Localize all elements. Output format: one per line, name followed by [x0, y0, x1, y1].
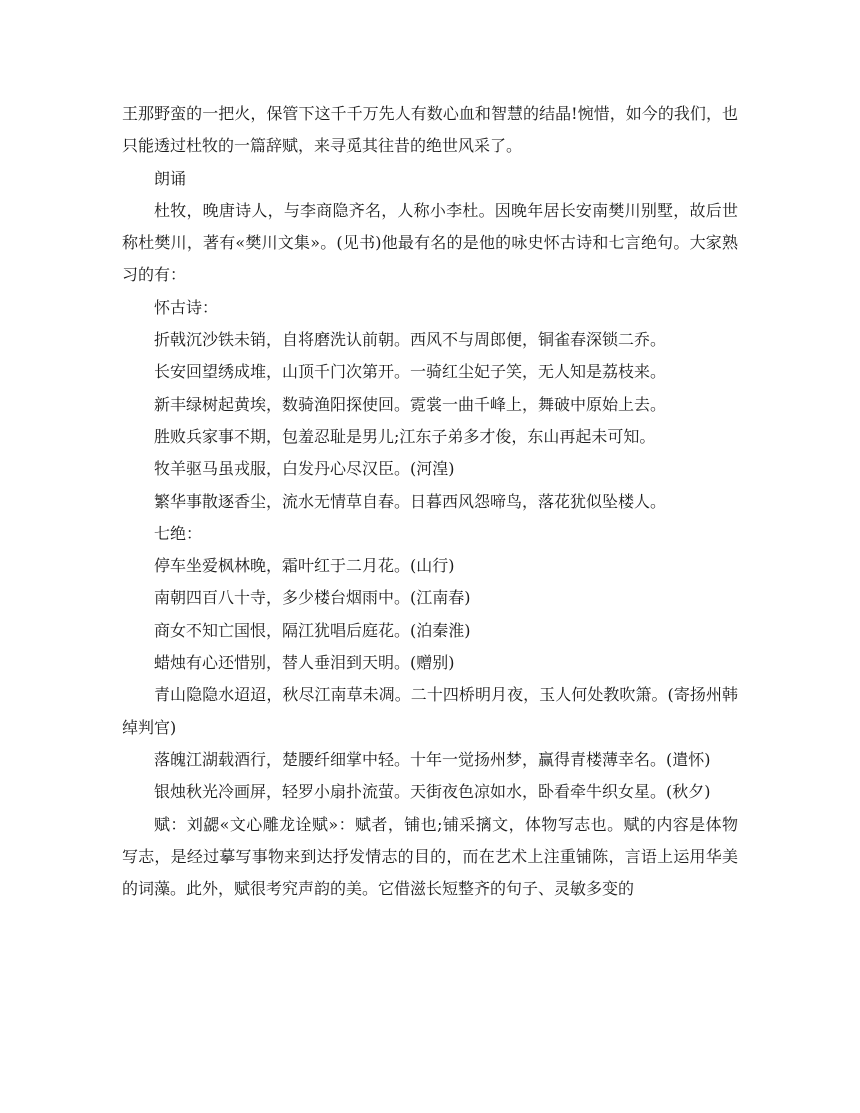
document-page — [122, 98, 738, 905]
heading-huaigu-poems: 怀古诗： — [154, 297, 219, 317]
poem-line: 落魄江湖载酒行，楚腰纤细掌中轻。十年一觉扬州梦，赢得青楼薄幸名。(遣怀) — [154, 749, 711, 769]
poem-line: 牧羊驱马虽戎服，白发丹心尽汉臣。(河湟) — [154, 459, 455, 479]
poem-line: 胜败兵家事不期，包羞忍耻是男儿;江东子弟多才俊，东山再起未可知。 — [154, 426, 656, 446]
poem-line: 新丰绿树起黄埃，数骑渔阳探使回。霓裳一曲千峰上，舞破中原始上去。 — [154, 394, 667, 414]
paragraph-continuation: 王那野蛮的一把火，保管下这千千万先人有数心血和智慧的结晶!惋惜，如今的我们，也只能透过杜牧的一篇辞赋，来寻觅其往昔的绝世风采了。 — [122, 104, 738, 156]
poem-line: 折戟沉沙铁未销，自将磨洗认前朝。西风不与周郎便，铜雀春深锁二乔。 — [154, 330, 667, 350]
poem-line: 南朝四百八十寺，多少楼台烟雨中。(江南春) — [154, 588, 471, 608]
poem-line: 长安回望绣成堆，山顶千门次第开。一骑红尘妃子笑，无人知是荔枝来。 — [154, 362, 667, 382]
poem-line: 银烛秋光冷画屏，轻罗小扇扑流萤。天街夜色凉如水，卧看牵牛织女星。(秋夕) — [154, 782, 711, 802]
paragraph-fu-definition: 赋：刘勰«文心雕龙诠赋»：赋者，铺也;铺采摛文，体物写志也。赋的内容是体物写志，是经过摹写事物来到达抒发情志的目的，而在艺术上注重铺陈，言语上运用华美的词藻。此外，赋很考究声韵的美。它借滋长短整齐的句子、灵敏多变的 — [122, 814, 738, 899]
heading-recitation: 朗诵 — [154, 168, 187, 188]
poem-line: 蜡烛有心还惜别，替人垂泪到天明。(赠别) — [154, 653, 455, 673]
poem-line: 商女不知亡国恨，隔江犹唱后庭花。(泊秦淮) — [154, 620, 471, 640]
heading-qijue: 七绝： — [154, 523, 203, 543]
poem-line: 繁华事散逐香尘，流水无情草自春。日暮西风怨啼鸟，落花犹似坠楼人。 — [154, 491, 667, 511]
poem-line: 停车坐爱枫林晚，霜叶红于二月花。(山行) — [154, 556, 455, 576]
poem-line: 青山隐隐水迢迢，秋尽江南草未凋。二十四桥明月夜，玉人何处教吹箫。(寄扬州韩绰判官) — [122, 685, 738, 737]
paragraph-du-mu-intro: 杜牧，晚唐诗人，与李商隐齐名，人称小李杜。因晚年居长安南樊川别墅，故后世称杜樊川，著有«樊川文集»。(见书)他最有名的是他的咏史怀古诗和七言绝句。大家熟习的有： — [122, 200, 738, 285]
